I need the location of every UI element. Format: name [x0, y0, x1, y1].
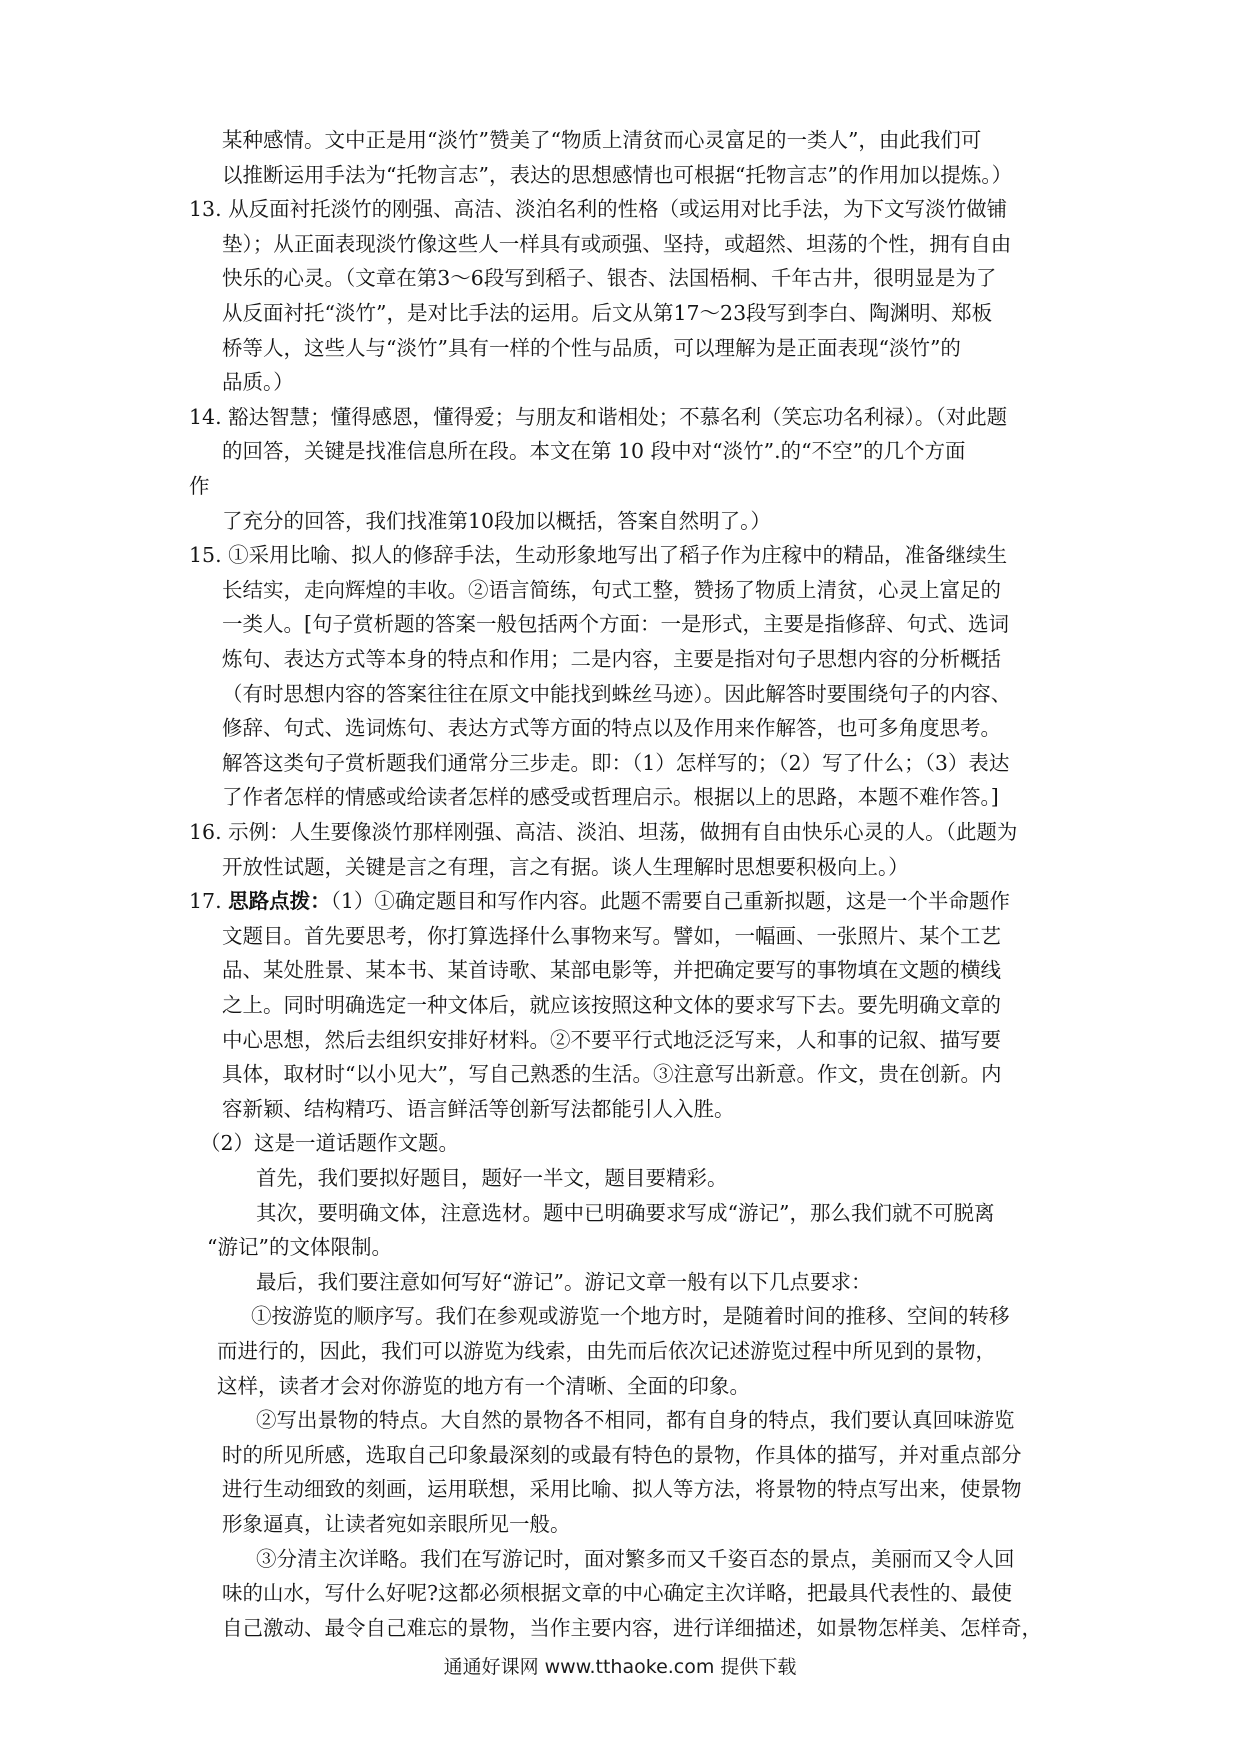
text-line [222, 712, 1001, 744]
line-text: ③分清主次详略。我们在写游记时，面对繁多而又千姿百态的景点，美丽而又令人回 [256, 1547, 1015, 1571]
text-line [207, 1231, 392, 1263]
text-line [222, 678, 1011, 710]
text-line [222, 1473, 1022, 1505]
text-line [222, 297, 992, 329]
line-text: “游记”的文体限制。 [207, 1235, 392, 1259]
text-line [222, 574, 1001, 606]
text-line [189, 401, 1007, 433]
text-line [189, 885, 1010, 917]
text-line [217, 1335, 996, 1367]
text-line [222, 505, 771, 537]
text-line [222, 366, 294, 398]
text-line [222, 159, 1012, 191]
text-line [222, 1612, 1042, 1644]
line-text: 品、某处胜景、某本书、某首诗歌、某部电影等，并把确定要写的事物填在文题的横线 [222, 958, 1001, 982]
line-text: 首先，我们要拟好题目，题好一半文，题目要精彩。 [256, 1166, 728, 1190]
line-text: 时的所见所感，选取自己印象最深刻的或最有特色的景物，作具体的描写，并对重点部分 [222, 1443, 1022, 1467]
line-text: 解答这类句子赏析题我们通常分三步走。即：（1）怎样写的；（2）写了什么；（3）表达 [222, 751, 1010, 775]
text-line [256, 1266, 871, 1298]
text-line [251, 1300, 1010, 1332]
line-text: 17. [189, 889, 229, 913]
line-text: 具体，取材时“以小见大”，写自己熟悉的生活。③注意写出新意。作文，贵在创新。内 [222, 1062, 1002, 1086]
line-text: 炼句、表达方式等本身的特点和作用；二是内容，主要是指对句子思想内容的分析概括 [222, 647, 1001, 671]
line-text: 品质。） [222, 370, 294, 394]
bold-heading: 思路点拨： [228, 889, 331, 913]
text-line [222, 228, 1011, 260]
line-text: 14. 豁达智慧；懂得感恩，懂得爱；与朋友和谐相处；不慕名利（笑忘功名利禄）。（对此题 [189, 405, 1008, 429]
text-line [189, 816, 1017, 848]
line-text: 文题目。首先要思考，你打算选择什么事物来写。譬如，一幅画、一张照片、某个工艺 [222, 924, 1001, 948]
line-text: 最后，我们要注意如何写好“游记”。游记文章一般有以下几点要求： [256, 1270, 872, 1294]
line-text: 了充分的回答，我们找准第10段加以概括，答案自然明了。） [222, 509, 771, 533]
text-line [222, 1577, 1012, 1609]
line-text: 作 [189, 474, 210, 498]
text-line [256, 1404, 1015, 1436]
line-text: 16. 示例：人生要像淡竹那样刚强、高洁、淡泊、坦荡，做拥有自由快乐心灵的人。（此题为 [189, 820, 1018, 844]
text-line [256, 1543, 1015, 1575]
text-line [222, 747, 1009, 779]
text-line [222, 1093, 735, 1125]
text-line [222, 954, 1001, 986]
text-line [222, 435, 966, 467]
text-line [222, 851, 909, 883]
line-text: 开放性试题，关键是言之有理，言之有据。谈人生理解时思想要积极向上。） [222, 855, 909, 879]
text-line [256, 1197, 994, 1229]
text-line [222, 1439, 1022, 1471]
text-line [222, 332, 961, 364]
line-text: 这样，读者才会对你游览的地方有一个清晰、全面的印象。 [217, 1374, 750, 1398]
text-line [222, 262, 996, 294]
line-text: 桥等人，这些人与“淡竹”具有一样的个性与品质，可以理解为是正面表现“淡竹”的 [222, 336, 961, 360]
line-text: 修辞、句式、选词炼句、表达方式等方面的特点以及作用来作解答，也可多角度思考。 [222, 716, 1001, 740]
text-line [222, 1508, 571, 1540]
text-line [189, 193, 1007, 225]
line-text: （2）这是一道话题作文题。 [200, 1131, 460, 1155]
line-text: 了作者怎样的情感或给读者怎样的感受或哲理启示。根据以上的思路，本题不难作答。] [222, 785, 999, 809]
line-text: ①按游览的顺序写。我们在参观或游览一个地方时，是随着时间的推移、空间的转移 [251, 1304, 1010, 1328]
line-text: 垫）；从正面表现淡竹像这些人一样具有或顽强、坚持，或超然、坦荡的个性，拥有自由 [222, 232, 1012, 256]
line-text: 容新颖、结构精巧、语言鲜活等创新写法都能引人入胜。 [222, 1097, 735, 1121]
line-text: 某种感情。文中正是用“淡竹”赞美了“物质上清贫而心灵富足的一类人”，由此我们可 [222, 128, 982, 152]
text-line [222, 643, 1001, 675]
line-text: 13. 从反面衬托淡竹的刚强、高洁、淡泊名利的性格（或运用对比手法，为下文写淡竹做铺 [189, 197, 1008, 221]
text-line [189, 539, 1007, 571]
text-line [222, 781, 999, 813]
text-line [222, 124, 981, 156]
line-text: 一类人。[句子赏析题的答案一般包括两个方面：一是形式，主要是指修辞、句式、选词 [222, 612, 1009, 636]
line-text: 的回答，关键是找准信息所在段。本文在第 10 段中对“淡竹”.的“不空”的几个方面 [222, 439, 966, 463]
line-text: 味的山水，写什么好呢?这都必须根据文章的中心确定主次详略，把最具代表性的、最使 [222, 1581, 1012, 1605]
text-line [222, 920, 1001, 952]
text-line [217, 1370, 750, 1402]
line-text: 而进行的，因此，我们可以游览为线索，由先而后依次记述游览过程中所见到的景物， [217, 1339, 996, 1363]
line-text: ②写出景物的特点。大自然的景物各不相同，都有自身的特点，我们要认真回味游览 [256, 1408, 1015, 1432]
line-text: 中心思想，然后去组织安排好材料。②不要平行式地泛泛写来，人和事的记叙、描写要 [222, 1028, 1001, 1052]
line-text: 15. ①采用比喻、拟人的修辞手法，生动形象地写出了稻子作为庄稼中的精品，准备继续生 [189, 543, 1008, 567]
line-text: 以推断运用手法为“托物言志”，表达的思想感情也可根据“托物言志”的作用加以提炼。） [222, 163, 1013, 187]
line-text: 形象逼真，让读者宛如亲眼所见一般。 [222, 1512, 571, 1536]
line-text-continued: （1）①确定题目和写作内容。此题不需要自己重新拟题，这是一个半命题作 [330, 889, 1010, 913]
line-text: 其次，要明确文体，注意选材。题中已明确要求写成“游记”，那么我们就不可脱离 [256, 1201, 995, 1225]
text-line [222, 1058, 1001, 1090]
text-line [256, 1162, 728, 1194]
text-line [222, 989, 1001, 1021]
line-text: 长结实，走向辉煌的丰收。②语言简练，句式工整，赞扬了物质上清贫，心灵上富足的 [222, 578, 1001, 602]
line-text: 快乐的心灵。（文章在第3～6段写到稻子、银杏、法国梧桐、千年古井，很明显是为了 [222, 266, 997, 290]
line-text: 自己激动、最令自己难忘的景物，当作主要内容，进行详细描述，如景物怎样美、怎样奇， [222, 1616, 1042, 1640]
line-text: 进行生动细致的刻画，运用联想，采用比喻、拟人等方法，将景物的特点写出来，使景物 [222, 1477, 1022, 1501]
line-text: （有时思想内容的答案往往在原文中能找到蛛丝马迹）。因此解答时要围绕句子的内容、 [222, 682, 1012, 706]
text-line [222, 608, 1009, 640]
text-line [189, 470, 210, 502]
line-text: 之上。同时明确选定一种文体后，就应该按照这种文体的要求写下去。要先明确文章的 [222, 993, 1001, 1017]
text-line [222, 1024, 1001, 1056]
page-footer: 通通好课网 www.tthaoke.com 提供下载 [443, 1656, 797, 1678]
line-text: 从反面衬托“淡竹”，是对比手法的运用。后文从第17～23段写到李白、陶渊明、郑板 [222, 301, 993, 325]
text-line [200, 1127, 459, 1159]
